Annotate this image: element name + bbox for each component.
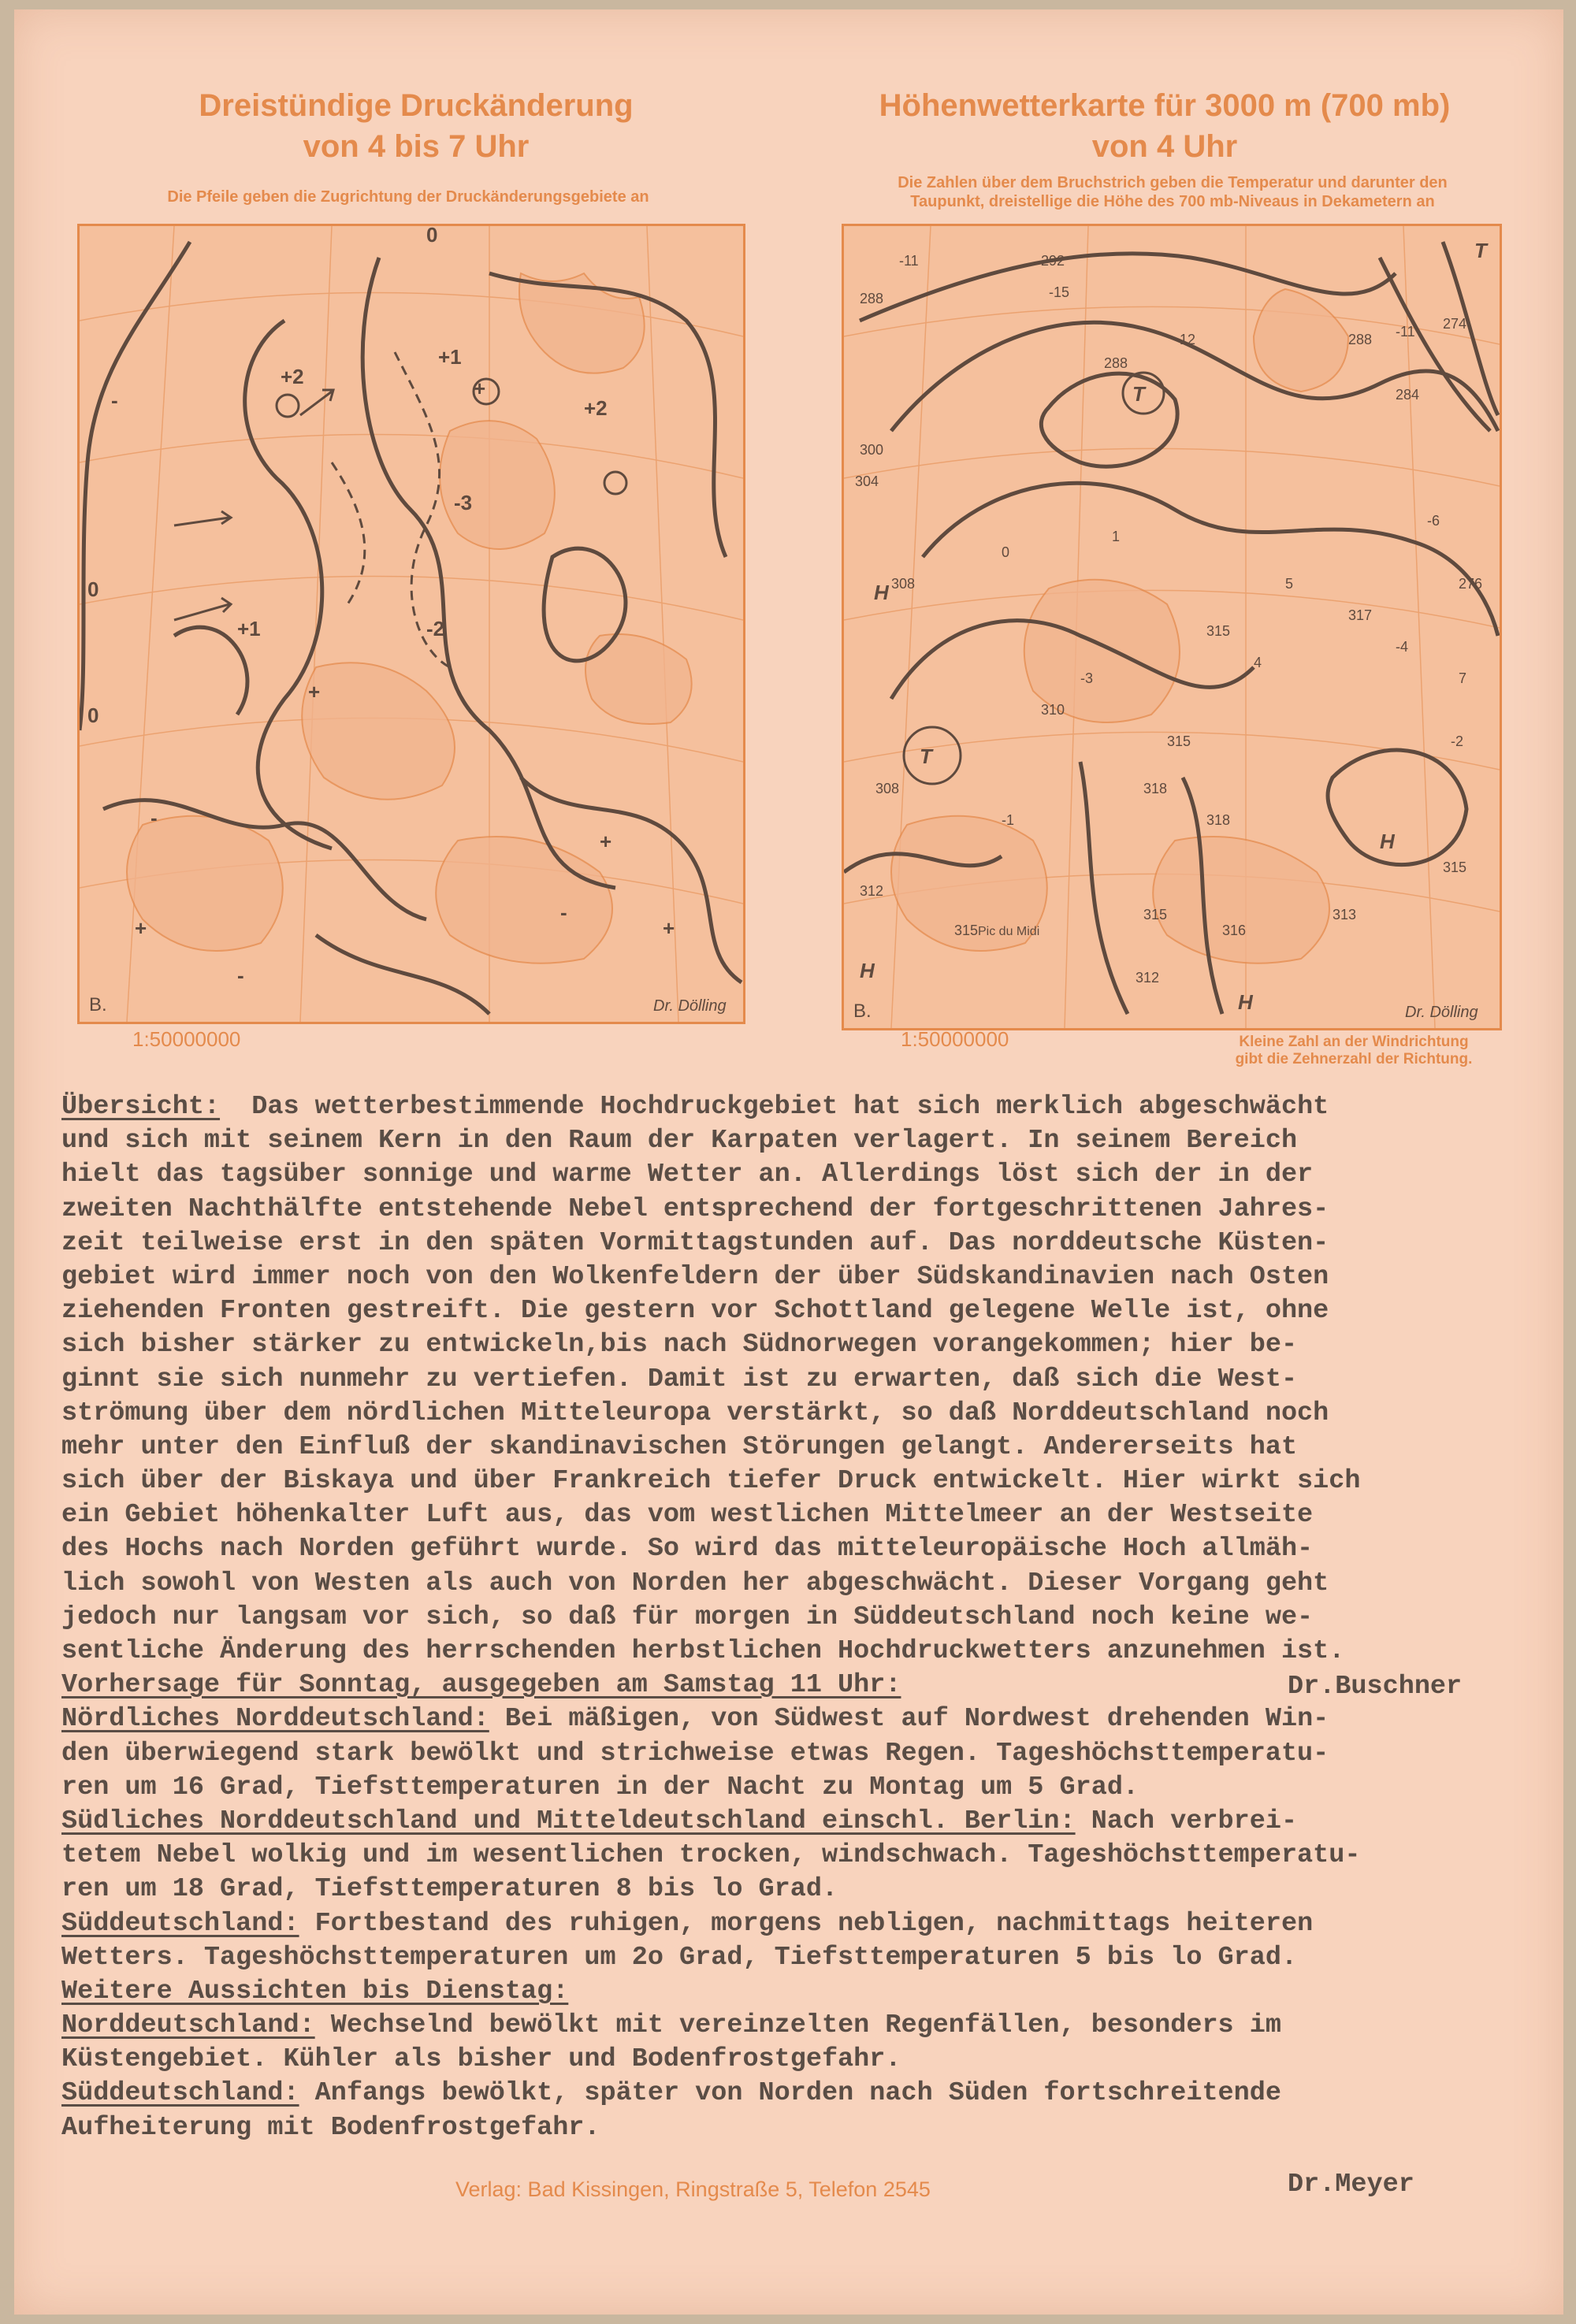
south-text: Fortbestand des ruhigen, morgens nebligen, nachmittags heiteren xyxy=(299,1908,1314,1939)
svg-text:284: 284 xyxy=(1396,387,1420,403)
svg-text:-1: -1 xyxy=(1002,812,1015,828)
overview-line: sich über der Biskaya und über Frankreich tiefer Druck entwickelt. Hier wirkt sich xyxy=(61,1466,1361,1497)
right-map-note xyxy=(1188,1034,1519,1068)
overview-line: ein Gebiet höhenkalter Luft aus, das vom westlichen Mittelmeer an der Westseite xyxy=(61,1500,1314,1531)
map-label: - xyxy=(151,806,158,830)
map-label: +1 xyxy=(237,617,261,640)
right-map-author: Dr. Dölling xyxy=(1405,1004,1478,1021)
svg-text:315: 315 xyxy=(1443,859,1467,875)
right-map-title xyxy=(849,85,1480,167)
overview-line: und sich mit seinem Kern in den Raum der Karpaten verlagert. In seinem Bereich xyxy=(61,1126,1298,1156)
svg-text:274: 274 xyxy=(1443,316,1467,332)
map-label: + xyxy=(135,916,147,940)
left-map-title-line2: von 4 bis 7 Uhr xyxy=(303,129,530,164)
outlook-north-label: Norddeutschland: xyxy=(61,2010,315,2041)
right-map-note-line1: Kleine Zahl an der Windrichtung xyxy=(1239,1034,1469,1050)
overview-line: sich bisher stärker zu entwickeln,bis nach Südnorwegen vorangekommen; hier be- xyxy=(61,1330,1298,1361)
map-label: - xyxy=(111,388,118,412)
map-label: + xyxy=(600,830,612,853)
svg-text:308: 308 xyxy=(891,576,916,592)
right-map-subtitle xyxy=(834,173,1511,211)
outlook-south-text: Anfangs bewölkt, später von Norden nach Süden fortschreitende xyxy=(299,2078,1281,2109)
low-center-label: T xyxy=(920,744,932,768)
svg-text:316: 316 xyxy=(1222,923,1247,938)
svg-text:-15: -15 xyxy=(1049,284,1070,300)
svg-text:-4: -4 xyxy=(1396,639,1409,655)
svg-text:-11: -11 xyxy=(899,253,919,269)
svg-text:5: 5 xyxy=(1285,576,1294,592)
svg-text:310: 310 xyxy=(1041,702,1065,718)
overview-line: jedoch nur langsam vor sich, so daß für morgen in Süddeutschland noch keine we- xyxy=(61,1602,1314,1632)
svg-text:315: 315 xyxy=(1143,907,1168,923)
pressure-change-map xyxy=(77,224,745,1024)
upper-air-map xyxy=(842,224,1502,1030)
place-label: Pic du Midi xyxy=(978,925,1040,938)
svg-text:288: 288 xyxy=(1104,355,1128,371)
svg-text:-12: -12 xyxy=(1175,332,1196,347)
north-text: Bei mäßigen, von Südwest auf Nordwest drehenden Win- xyxy=(489,1704,1329,1735)
middle-text: Nach verbrei- xyxy=(1075,1806,1298,1836)
svg-text:288: 288 xyxy=(1348,332,1373,347)
left-map-title-line1: Dreistündige Druckänderung xyxy=(199,88,634,123)
left-map-scale: 1:50000000 xyxy=(132,1027,241,1051)
svg-text:4: 4 xyxy=(1254,655,1262,670)
middle-line-2: tetem Nebel wolkig und im wesentlichen trocken, windschwach. Tageshöchsttemperatu- xyxy=(61,1840,1361,1871)
overview-line: hielt das tagsüber sonnige und warme Wetter an. Allerdings löst sich der in der xyxy=(61,1160,1314,1190)
svg-text:308: 308 xyxy=(875,781,900,796)
svg-text:300: 300 xyxy=(860,442,884,458)
map-label: - xyxy=(560,900,567,924)
outlook-heading-line xyxy=(61,1975,1567,2009)
svg-text:-2: -2 xyxy=(1451,733,1464,749)
south-label: Süddeutschland: xyxy=(61,1908,299,1939)
overview-line: zeit teilweise erst in den späten Vormittagstunden auf. Das norddeutsche Küsten- xyxy=(61,1227,1329,1258)
outlook-north-line-1 xyxy=(61,2009,1567,2043)
overview-line: des Hochs nach Norden geführt wurde. So wird das mitteleuropäische Hoch allmäh- xyxy=(61,1534,1314,1565)
left-map-corner-label: B. xyxy=(89,994,107,1015)
low-center-label: T xyxy=(1132,382,1145,406)
high-center-label: H xyxy=(1380,830,1395,853)
right-map-scale: 1:50000000 xyxy=(901,1027,1009,1051)
forecast-heading: Vorhersage für Sonntag, ausgegeben am Samstag 11 Uhr: xyxy=(61,1670,901,1701)
map-label: + xyxy=(308,680,321,704)
overview-line: strömung über dem nördlichen Mitteleuropa verstärkt, so daß Norddeutschland noch xyxy=(61,1398,1329,1428)
svg-text:312: 312 xyxy=(1136,970,1160,986)
map-label: +2 xyxy=(584,396,608,420)
right-map-title-line2: von 4 Uhr xyxy=(1091,129,1238,164)
map-label: 0 xyxy=(87,704,99,727)
middle-line-3: ren um 18 Grad, Tiefsttemperaturen 8 bis lo Grad. xyxy=(61,1874,838,1905)
south-line-2: Wetters. Tageshöchsttemperaturen um 2o Grad, Tiefsttemperaturen 5 bis lo Grad. xyxy=(61,1942,1298,1973)
svg-text:312: 312 xyxy=(860,883,884,899)
svg-text:7: 7 xyxy=(1459,670,1467,686)
right-map-title-line1: Höhenwetterkarte für 3000 m (700 mb) xyxy=(879,88,1451,123)
report-text xyxy=(61,1090,1567,2145)
high-center-label: H xyxy=(1238,990,1253,1014)
middle-line-1 xyxy=(61,1805,1567,1839)
publisher-footer: Verlag: Bad Kissingen, Ringstraße 5, Telefon 2545 xyxy=(455,2177,931,2201)
outlook-north-line-2: Küstengebiet. Kühler als bisher und Bodenfrostgefahr. xyxy=(61,2044,901,2075)
svg-text:276: 276 xyxy=(1459,576,1483,592)
signature-meyer: Dr.Meyer xyxy=(1288,2170,1414,2200)
overview-label: Übersicht: xyxy=(61,1092,221,1122)
north-line-2: den überwiegend stark bewölkt und strichweise etwas Regen. Tageshöchsttemperatu- xyxy=(61,1738,1329,1769)
low-center-label: T xyxy=(1474,239,1487,262)
svg-text:0: 0 xyxy=(1002,544,1010,560)
right-map-subtitle-line1: Die Zahlen über dem Bruchstrich geben die Temperatur und darunter den xyxy=(898,174,1448,191)
right-map-corner-label: B. xyxy=(853,1001,872,1022)
outlook-south-line-1 xyxy=(61,2077,1567,2111)
svg-text:-3: -3 xyxy=(1080,670,1094,686)
svg-text:315: 315 xyxy=(954,923,979,938)
right-map-subtitle-line2: Taupunkt, dreistellige die Höhe des 700 mb-Niveaus in Dekametern an xyxy=(910,193,1435,210)
svg-text:315: 315 xyxy=(1167,733,1191,749)
overview-line: Das wetterbestimmende Hochdruckgebiet hat sich merklich abgeschwächt xyxy=(220,1092,1329,1122)
overview-line: gebiet wird immer noch von den Wolkenfeldern der über Südskandinavien nach Osten xyxy=(61,1261,1329,1292)
map-label: +2 xyxy=(281,365,304,388)
svg-text:313: 313 xyxy=(1333,907,1357,923)
svg-text:1: 1 xyxy=(1112,529,1121,544)
overview-first-line xyxy=(61,1090,1567,1124)
left-map-title xyxy=(117,85,716,167)
overview-line: ziehenden Fronten gestreift. Die gestern vor Schottland gelegene Welle ist, ohne xyxy=(61,1296,1329,1327)
map-label: +1 xyxy=(438,345,462,369)
middle-label: Südliches Norddeutschland und Mitteldeutschland einschl. Berlin: xyxy=(61,1806,1076,1836)
map-label: -2 xyxy=(426,617,445,640)
svg-text:-11: -11 xyxy=(1396,324,1415,340)
map-label: 0 xyxy=(426,226,438,247)
high-center-label: H xyxy=(874,581,889,604)
overview-line: zweiten Nachthälfte entstehende Nebel entsprechend der fortgeschrittenen Jahres- xyxy=(61,1194,1329,1224)
map-label: -3 xyxy=(454,491,473,514)
map-label: + xyxy=(474,377,486,400)
svg-text:318: 318 xyxy=(1143,781,1168,796)
svg-text:304: 304 xyxy=(855,473,879,489)
left-map-subtitle: Die Pfeile geben die Zugrichtung der Druckänderungsgebiete an xyxy=(167,188,649,206)
pressure-change-map-drawing xyxy=(80,226,743,1022)
high-center-label: H xyxy=(860,959,875,982)
overview-line: sentliche Änderung des herrschenden herbstlichen Hochdruckwetters anzunehmen ist. xyxy=(61,1636,1345,1666)
right-map-note-line2: gibt die Zehnerzahl der Richtung. xyxy=(1235,1051,1473,1067)
svg-text:315: 315 xyxy=(1206,623,1231,639)
svg-text:318: 318 xyxy=(1206,812,1231,828)
upper-air-map-drawing xyxy=(844,226,1500,1028)
left-map-author: Dr. Dölling xyxy=(653,997,727,1015)
south-line-1 xyxy=(61,1907,1567,1941)
map-label: 0 xyxy=(87,577,99,601)
outlook-heading: Weitere Aussichten bis Dienstag: xyxy=(61,1976,569,2007)
outlook-south-line-2: Aufheiterung mit Bodenfrostgefahr. xyxy=(61,2112,600,2143)
overview-line: ginnt sie sich nunmehr zu vertiefen. Damit ist zu erwarten, daß sich die West- xyxy=(61,1364,1298,1394)
outlook-north-text: Wechselnd bewölkt mit vereinzelten Regenfällen, besonders im xyxy=(314,2010,1281,2041)
outlook-south-label: Süddeutschland: xyxy=(61,2078,299,2109)
weather-report-page xyxy=(14,9,1563,2315)
signature-buschner: Dr.Buschner xyxy=(1288,1672,1463,1702)
north-label: Nördliches Norddeutschland: xyxy=(61,1704,489,1735)
north-line-3: ren um 16 Grad, Tiefsttemperaturen in der Nacht zu Montag um 5 Grad. xyxy=(61,1772,1139,1802)
svg-text:288: 288 xyxy=(860,291,884,306)
overview-line: lich sowohl von Westen als auch von Norden her abgeschwächt. Dieser Vorgang geht xyxy=(61,1568,1329,1598)
map-label: - xyxy=(237,963,244,987)
svg-text:317: 317 xyxy=(1348,607,1373,623)
map-label: + xyxy=(663,916,675,940)
overview-line: mehr unter den Einfluß der skandinavischen Störungen gelangt. Andererseits hat xyxy=(61,1431,1298,1462)
north-line-1 xyxy=(61,1702,1567,1736)
svg-text:-6: -6 xyxy=(1427,513,1440,529)
svg-text:292: 292 xyxy=(1041,253,1065,269)
